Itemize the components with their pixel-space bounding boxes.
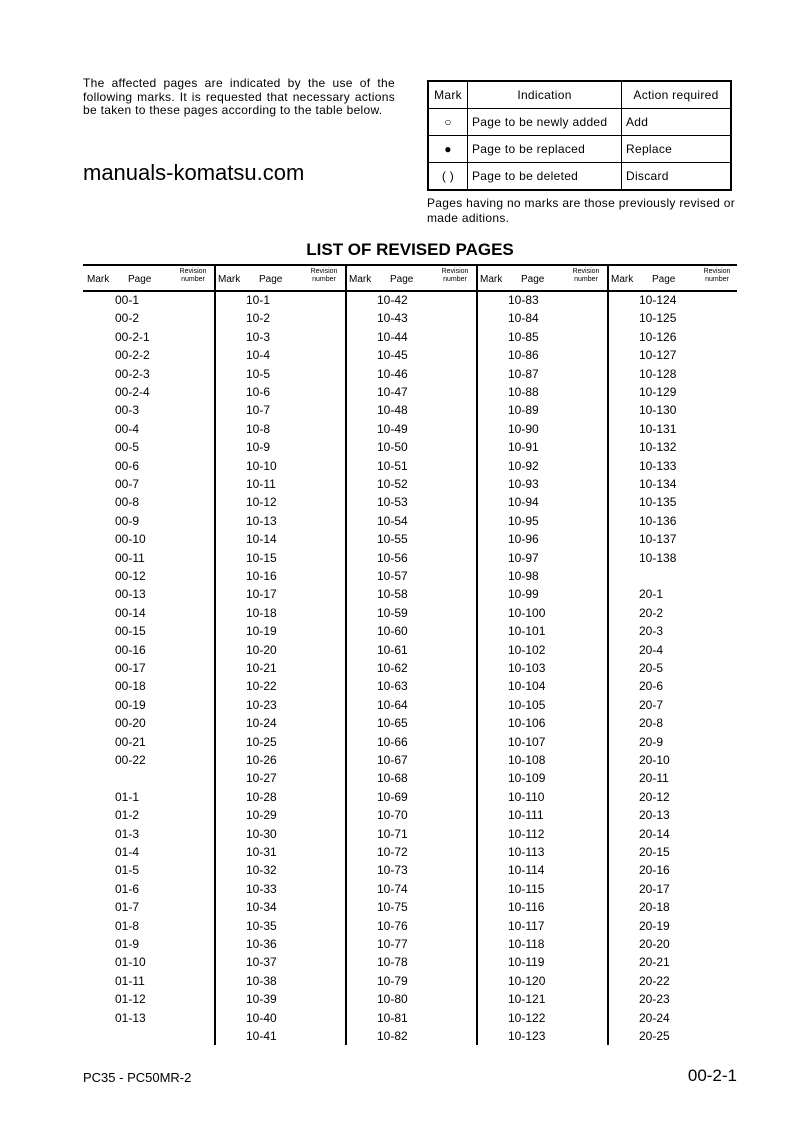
page-cell: 00-9: [115, 513, 140, 528]
column-group: [83, 266, 216, 1045]
header-mark: Mark: [480, 274, 503, 285]
page-cell: 10-12: [246, 495, 277, 510]
legend-action: Add: [622, 109, 732, 136]
page-cell: 10-18: [246, 605, 277, 620]
page-cell: 01-2: [115, 808, 140, 823]
page-cell: 10-94: [508, 495, 539, 510]
page-cell: 10-49: [377, 421, 408, 436]
page-cell: 10-58: [377, 587, 408, 602]
page-cell: 20-7: [639, 697, 664, 712]
page-cell: 10-36: [246, 937, 277, 951]
page-cell: 10-22: [246, 679, 277, 694]
page-cell: 00-1: [115, 293, 140, 307]
page-cell: 00-6: [115, 458, 140, 473]
page-cell: 10-19: [246, 624, 277, 639]
page-cell: 10-28: [246, 789, 277, 804]
page-cell: 10-105: [508, 697, 546, 712]
page-cell: 10-124: [639, 293, 677, 307]
page-cell: 10-30: [246, 826, 277, 841]
page-cell: 10-31: [246, 845, 277, 859]
page-cell: 00-21: [115, 734, 146, 749]
page-cell: 10-27: [246, 771, 277, 786]
page-cell: 10-134: [639, 477, 677, 491]
page-cell: 10-103: [508, 661, 546, 675]
header-page: Page: [390, 274, 414, 285]
page-cell: 10-128: [639, 366, 677, 381]
page-cell: 10-46: [377, 366, 408, 381]
page-cell: 10-29: [246, 808, 277, 823]
page-cell: 10-119: [508, 955, 545, 970]
page-cell: 20-8: [639, 716, 664, 731]
page-cell: 20-2: [639, 605, 664, 620]
page-cell: 01-8: [115, 918, 140, 933]
page-cell: 10-126: [639, 329, 677, 344]
page-cell: 10-45: [377, 348, 408, 363]
page-cell: 10-62: [377, 661, 408, 675]
page-cell: 00-12: [115, 569, 146, 583]
legend-action: Replace: [622, 136, 732, 163]
page-cell: 20-3: [639, 624, 664, 639]
page-cell: 10-111: [508, 808, 544, 823]
page-cell: 10-79: [377, 973, 408, 988]
legend-header-mark: Mark: [428, 81, 468, 109]
column-group: [345, 266, 478, 1045]
page-cell: 00-3: [115, 403, 140, 418]
header-revision-number: Revision number: [179, 268, 207, 283]
page-cell: 10-10: [246, 458, 277, 473]
page-cell: 10-59: [377, 605, 408, 620]
column-group: [607, 266, 738, 1045]
page-cell: 10-132: [639, 440, 677, 455]
page-cell: 10-21: [246, 661, 277, 675]
page-cell: 10-74: [377, 881, 408, 896]
page-cell: 01-10: [115, 955, 146, 970]
page-cell: 10-65: [377, 716, 408, 731]
page-cell: 20-1: [639, 587, 664, 602]
page-cell: 10-17: [246, 587, 277, 602]
page-cell: 10-109: [508, 771, 546, 786]
page-cell: 10-129: [639, 385, 677, 399]
page-cell: 00-2-1: [115, 329, 150, 344]
page-cell: 10-81: [377, 1010, 408, 1025]
header-mark: Mark: [611, 274, 634, 285]
page-cell: 10-66: [377, 734, 408, 749]
page-cell: 10-5: [246, 366, 271, 381]
page-cell: 10-77: [377, 937, 408, 951]
legend-indication: Page to be replaced: [468, 136, 622, 163]
page-cell: 10-11: [246, 477, 276, 491]
legend-indication: Page to be deleted: [468, 163, 622, 191]
page-cell: 20-25: [639, 1029, 670, 1043]
page-cell: 01-7: [115, 900, 140, 915]
page-cell: 10-86: [508, 348, 539, 363]
page-cell: 10-78: [377, 955, 408, 970]
page-cell: 10-40: [246, 1010, 277, 1025]
page-cell: 10-61: [377, 642, 408, 657]
page-cell: 10-87: [508, 366, 539, 381]
page-cell: 20-9: [639, 734, 664, 749]
page-cell: 00-14: [115, 605, 146, 620]
page-cell: 20-18: [639, 900, 670, 915]
header-mark: Mark: [218, 274, 241, 285]
header-revision-number: Revision number: [441, 268, 469, 283]
page-cell: 10-83: [508, 293, 539, 307]
page-cell: 10-110: [508, 789, 545, 804]
page-cell: 10-6: [246, 385, 271, 399]
page-cell: 20-21: [639, 955, 670, 970]
page-cell: 10-127: [639, 348, 677, 363]
page-cell: 10-101: [508, 624, 546, 639]
page-cell: 10-135: [639, 495, 677, 510]
page-cell: 10-38: [246, 973, 277, 988]
page-cell: 10-138: [639, 550, 677, 565]
page-cell: 10-106: [508, 716, 546, 731]
page-cell: 00-17: [115, 661, 146, 675]
page-cell: 10-42: [377, 293, 408, 307]
page-cell: 10-3: [246, 329, 271, 344]
page-cell: 10-98: [508, 569, 539, 583]
page-cell: 00-18: [115, 679, 146, 694]
page-cell: 10-104: [508, 679, 546, 694]
page-cell: 10-67: [377, 753, 408, 767]
page-cell: 10-107: [508, 734, 546, 749]
page-cell: 10-117: [508, 918, 545, 933]
page-cell: 10-92: [508, 458, 539, 473]
page-cell: 10-88: [508, 385, 539, 399]
page-cell: 10-53: [377, 495, 408, 510]
page-cell: 10-1: [246, 293, 271, 307]
page-cell: 00-15: [115, 624, 146, 639]
page-cell: 10-24: [246, 716, 277, 731]
page-cell: 10-37: [246, 955, 277, 970]
page-cell: 10-64: [377, 697, 408, 712]
page-cell: 00-13: [115, 587, 146, 602]
page-cell: 10-136: [639, 513, 677, 528]
page-cell: 20-20: [639, 937, 670, 951]
page-cell: 01-11: [115, 973, 145, 988]
page-cell: 10-102: [508, 642, 546, 657]
page-cell: 20-24: [639, 1010, 670, 1025]
page-cell: 10-89: [508, 403, 539, 418]
header-revision-number: Revision number: [310, 268, 338, 283]
page-cell: 00-5: [115, 440, 140, 455]
page-cell: 10-80: [377, 992, 408, 1007]
page-cell: 10-96: [508, 532, 539, 547]
page-cell: 00-11: [115, 550, 145, 565]
page-cell: 10-100: [508, 605, 546, 620]
page-cell: 20-16: [639, 863, 670, 878]
page-cell: 00-2-3: [115, 366, 150, 381]
page-cell: 10-133: [639, 458, 677, 473]
page-cell: 10-122: [508, 1010, 546, 1025]
page-cell: 10-52: [377, 477, 408, 491]
marks-legend-table: [427, 80, 732, 191]
page-cell: 20-14: [639, 826, 670, 841]
page-cell: 20-12: [639, 789, 670, 804]
page-cell: 10-137: [639, 532, 677, 547]
page-cell: 10-47: [377, 385, 408, 399]
page-cell: 20-17: [639, 881, 670, 896]
page-cell: 10-108: [508, 753, 546, 767]
page-cell: 10-120: [508, 973, 546, 988]
header-page: Page: [521, 274, 545, 285]
page-cell: 10-95: [508, 513, 539, 528]
page-cell: 10-34: [246, 900, 277, 915]
page-cell: 10-32: [246, 863, 277, 878]
page-cell: 10-91: [508, 440, 539, 455]
page-cell: 20-5: [639, 661, 664, 675]
page-cell: 10-63: [377, 679, 408, 694]
page-cell: 01-6: [115, 881, 140, 896]
page-cell: 10-71: [377, 826, 408, 841]
page-cell: 10-13: [246, 513, 277, 528]
filled-circle-icon: ●: [428, 136, 468, 163]
page-cell: 00-10: [115, 532, 146, 547]
watermark: manuals-komatsu.com: [83, 160, 305, 185]
page-cell: 10-99: [508, 587, 539, 602]
legend-row: [428, 136, 731, 163]
page-cell: 20-22: [639, 973, 670, 988]
page-cell: 10-121: [508, 992, 546, 1007]
page-cell: 10-8: [246, 421, 271, 436]
page-cell: 10-50: [377, 440, 408, 455]
header-page: Page: [128, 274, 152, 285]
page-cell: 00-2-4: [115, 385, 150, 399]
page-cell: 00-8: [115, 495, 140, 510]
footer-page-number: 00-2-1: [687, 1066, 737, 1085]
legend-indication: Page to be newly added: [468, 109, 622, 136]
header-mark: Mark: [349, 274, 372, 285]
header-page: Page: [259, 274, 283, 285]
page-cell: 00-19: [115, 697, 146, 712]
page-cell: 10-54: [377, 513, 408, 528]
page-cell: 01-13: [115, 1010, 146, 1025]
page-cell: 10-35: [246, 918, 277, 933]
page-cell: 20-15: [639, 845, 670, 859]
parentheses-icon: ( ): [428, 163, 468, 191]
page-cell: 10-130: [639, 403, 677, 418]
page-cell: 10-7: [246, 403, 271, 418]
page-cell: 10-9: [246, 440, 271, 455]
intro-text: The affected pages are indicated by the use of the following marks. It is requested that necessary actions be taken to these pages according to the table below.: [83, 76, 395, 117]
page-cell: 00-4: [115, 421, 140, 436]
page-cell: 10-60: [377, 624, 408, 639]
page-cell: 20-11: [639, 771, 669, 786]
page-cell: 10-125: [639, 311, 677, 326]
page-cell: 00-16: [115, 642, 146, 657]
page-cell: 10-57: [377, 569, 408, 583]
page-cell: 01-1: [115, 789, 140, 804]
header-mark: Mark: [87, 274, 110, 285]
page-cell: 10-93: [508, 477, 539, 491]
page-cell: 10-97: [508, 550, 539, 565]
page-cell: 00-2: [115, 311, 140, 326]
page-cell: 20-10: [639, 753, 670, 767]
legend-header-row: [428, 81, 731, 109]
page-cell: 20-13: [639, 808, 670, 823]
page-title: LIST OF REVISED PAGES: [306, 240, 514, 259]
page-cell: 10-16: [246, 569, 277, 583]
page-cell: 10-41: [246, 1029, 277, 1043]
page-cell: 10-4: [246, 348, 271, 363]
page-cell: 20-6: [639, 679, 664, 694]
page-cell: 01-4: [115, 845, 140, 859]
page-cell: 10-23: [246, 697, 277, 712]
page-cell: 01-9: [115, 937, 140, 951]
header-revision-number: Revision number: [703, 268, 731, 283]
page-cell: 10-85: [508, 329, 539, 344]
page-cell: 10-70: [377, 808, 408, 823]
page-cell: 10-115: [508, 881, 545, 896]
page-cell: 00-20: [115, 716, 146, 731]
legend-action: Discard: [622, 163, 732, 191]
legend-row: [428, 163, 731, 191]
column-group: [214, 266, 347, 1045]
header-page: Page: [652, 274, 676, 285]
legend-row: [428, 109, 731, 136]
page-cell: 10-15: [246, 550, 277, 565]
page-cell: 10-75: [377, 900, 408, 915]
page-cell: 10-2: [246, 311, 271, 326]
page-cell: 10-44: [377, 329, 408, 344]
page-cell: 10-43: [377, 311, 408, 326]
page-cell: 10-69: [377, 789, 408, 804]
page-cell: 10-33: [246, 881, 277, 896]
page-cell: 10-20: [246, 642, 277, 657]
page-cell: 00-2-2: [115, 348, 150, 363]
legend-header-action: Action required: [622, 81, 732, 109]
page-cell: 20-23: [639, 992, 670, 1007]
page-cell: 10-131: [639, 421, 677, 436]
page-cell: 10-56: [377, 550, 408, 565]
page-cell: 10-25: [246, 734, 277, 749]
page-cell: 00-22: [115, 753, 146, 767]
page-cell: 10-76: [377, 918, 408, 933]
page-cell: 10-112: [508, 826, 545, 841]
open-circle-icon: ○: [428, 109, 468, 136]
page-cell: 10-68: [377, 771, 408, 786]
page-cell: 10-48: [377, 403, 408, 418]
page-cell: 10-72: [377, 845, 408, 859]
page-cell: 10-55: [377, 532, 408, 547]
page-cell: 10-51: [377, 458, 408, 473]
revised-pages-table: [83, 264, 737, 1045]
page-cell: 10-116: [508, 900, 545, 915]
page-cell: 10-114: [508, 863, 545, 878]
page-cell: 01-5: [115, 863, 140, 878]
page-cell: 10-84: [508, 311, 539, 326]
legend-header-indication: Indication: [468, 81, 622, 109]
page-cell: 10-123: [508, 1029, 546, 1043]
page-cell: 10-82: [377, 1029, 408, 1043]
page-cell: 10-26: [246, 753, 277, 767]
column-group: [476, 266, 609, 1045]
header-revision-number: Revision number: [572, 268, 600, 283]
page-cell: 10-118: [508, 937, 545, 951]
page-cell: 20-19: [639, 918, 670, 933]
page-cell: 10-90: [508, 421, 539, 436]
note-text: Pages having no marks are those previously revised or made aditions.: [427, 196, 736, 225]
page-cell: 01-3: [115, 826, 140, 841]
footer-model: PC35 - PC50MR-2: [83, 1070, 192, 1085]
page-cell: 00-7: [115, 477, 140, 491]
page-cell: 10-39: [246, 992, 277, 1007]
page-cell: 10-113: [508, 845, 545, 859]
page-cell: 20-4: [639, 642, 664, 657]
page-cell: 01-12: [115, 992, 146, 1007]
page-cell: 10-14: [246, 532, 277, 547]
page-cell: 10-73: [377, 863, 408, 878]
